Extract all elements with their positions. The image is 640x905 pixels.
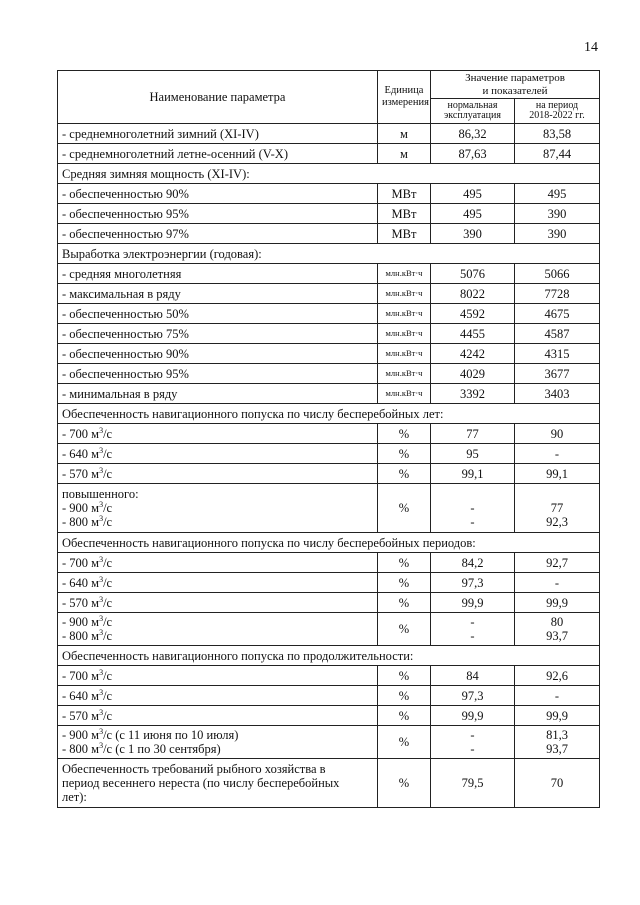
period-value: 5066	[515, 264, 600, 284]
period-value: -	[515, 444, 600, 464]
parameter-name: - средняя многолетняя	[58, 264, 378, 284]
parameter-name: - обеспеченностью 95%	[58, 204, 378, 224]
period-value: 81,3 93,7	[515, 726, 600, 759]
period-value: 90	[515, 424, 600, 444]
normal-value: - -	[431, 613, 515, 646]
section-row	[58, 244, 600, 264]
normal-value: - -	[431, 726, 515, 759]
header-values-group: Значение параметров и показателей	[431, 71, 600, 99]
parameter-name: - обеспеченностью 90%	[58, 184, 378, 204]
normal-value: 77	[431, 424, 515, 444]
parameter-name: - обеспеченностью 90%	[58, 344, 378, 364]
period-value: 99,9	[515, 706, 600, 726]
normal-value: 84	[431, 666, 515, 686]
table-row	[58, 364, 600, 384]
normal-value: 86,32	[431, 124, 515, 144]
normal-value: 95	[431, 444, 515, 464]
unit-cell: %	[378, 613, 431, 646]
parameter-name: - 640 $м^3/с$	[58, 444, 378, 464]
table-row	[58, 706, 600, 726]
parameter-name: - 570 $м^3/с$	[58, 593, 378, 613]
period-value: 99,9	[515, 593, 600, 613]
parameters-table	[57, 70, 600, 808]
parameter-name: - среднемноголетний зимний (XI-IV)	[58, 124, 378, 144]
table-row	[58, 666, 600, 686]
period-value: 80 93,7	[515, 613, 600, 646]
period-value: 3403	[515, 384, 600, 404]
parameter-name: - среднемноголетний летне-осенний (V-X)	[58, 144, 378, 164]
parameter-name: - 570 $м^3/с$	[58, 464, 378, 484]
section-title: Выработка электроэнергии (годовая):	[58, 244, 600, 264]
table-row	[58, 204, 600, 224]
table-row	[58, 484, 600, 533]
table-row	[58, 144, 600, 164]
table-row	[58, 686, 600, 706]
period-value: -	[515, 686, 600, 706]
unit-cell: м	[378, 144, 431, 164]
table-row	[58, 464, 600, 484]
section-row	[58, 646, 600, 666]
period-value: 3677	[515, 364, 600, 384]
parameter-name: - обеспеченностью 95%	[58, 364, 378, 384]
unit-cell: %	[378, 666, 431, 686]
parameter-name: - обеспеченностью 97%	[58, 224, 378, 244]
section-title: Обеспеченность навигационного попуска по продолжительности:	[58, 646, 600, 666]
parameter-name: - 900 $м^3/с$ - 800 $м^3/с$	[58, 613, 378, 646]
parameter-name: - 700 $м^3/с$	[58, 553, 378, 573]
period-value: 70	[515, 759, 600, 808]
table-row	[58, 324, 600, 344]
normal-value: 495	[431, 204, 515, 224]
normal-value: - -	[431, 484, 515, 533]
table-body	[58, 124, 600, 808]
normal-value: 495	[431, 184, 515, 204]
table-row	[58, 726, 600, 759]
page-number: 14	[584, 40, 598, 55]
unit-cell: %	[378, 593, 431, 613]
header-period-2018-2022: на период 2018-2022 гг.	[515, 99, 600, 124]
table-row	[58, 344, 600, 364]
table-row	[58, 184, 600, 204]
period-value: 4587	[515, 324, 600, 344]
unit-cell: %	[378, 444, 431, 464]
normal-value: 99,9	[431, 593, 515, 613]
parameter-name: - 640 $м^3/с$	[58, 686, 378, 706]
period-value: 92,6	[515, 666, 600, 686]
table-row	[58, 593, 600, 613]
table-row	[58, 124, 600, 144]
table-row	[58, 444, 600, 464]
normal-value: 4029	[431, 364, 515, 384]
unit-cell: %	[378, 464, 431, 484]
unit-cell: млн.кВт·ч	[378, 284, 431, 304]
table-row	[58, 284, 600, 304]
period-value: 83,58	[515, 124, 600, 144]
unit-cell: МВт	[378, 184, 431, 204]
normal-value: 4455	[431, 324, 515, 344]
period-value: 92,7	[515, 553, 600, 573]
normal-value: 97,3	[431, 686, 515, 706]
table-row	[58, 384, 600, 404]
normal-value: 79,5	[431, 759, 515, 808]
section-title: Средняя зимняя мощность (XI-IV):	[58, 164, 600, 184]
unit-cell: %	[378, 726, 431, 759]
unit-cell: МВт	[378, 224, 431, 244]
normal-value: 390	[431, 224, 515, 244]
normal-value: 84,2	[431, 553, 515, 573]
unit-cell: млн.кВт·ч	[378, 384, 431, 404]
normal-value: 99,9	[431, 706, 515, 726]
normal-value: 99,1	[431, 464, 515, 484]
unit-cell: млн.кВт·ч	[378, 344, 431, 364]
period-value: 99,1	[515, 464, 600, 484]
period-value: 390	[515, 224, 600, 244]
header-normal-operation: нормальная эксплуатация	[431, 99, 515, 124]
unit-cell: %	[378, 573, 431, 593]
parameter-name: - обеспеченностью 50%	[58, 304, 378, 324]
section-title: Обеспеченность навигационного попуска по числу бесперебойных периодов:	[58, 533, 600, 553]
parameter-name: - 700 $м^3/с$	[58, 424, 378, 444]
section-row	[58, 404, 600, 424]
period-value: 77 92,3	[515, 484, 600, 533]
parameter-name: - 570 $м^3/с$	[58, 706, 378, 726]
unit-cell: %	[378, 484, 431, 533]
normal-value: 4592	[431, 304, 515, 324]
unit-cell: млн.кВт·ч	[378, 364, 431, 384]
table-row	[58, 424, 600, 444]
period-value: 7728	[515, 284, 600, 304]
parameter-name: - 900 $м^3/с$ (с 11 июня по 10 июля) - 800 $м^3/с$ (с 1 по 30 сентября)	[58, 726, 378, 759]
unit-cell: %	[378, 424, 431, 444]
parameter-name: повышенного: - 900 $м^3/с$ - 800 $м^3/с$	[58, 484, 378, 533]
parameter-name: - минимальная в ряду	[58, 384, 378, 404]
unit-cell: млн.кВт·ч	[378, 304, 431, 324]
period-value: 4675	[515, 304, 600, 324]
table-row	[58, 759, 600, 808]
unit-cell: %	[378, 759, 431, 808]
table-row	[58, 573, 600, 593]
period-value: -	[515, 573, 600, 593]
normal-value: 3392	[431, 384, 515, 404]
normal-value: 8022	[431, 284, 515, 304]
section-title: Обеспеченность навигационного попуска по числу бесперебойных лет:	[58, 404, 600, 424]
section-row	[58, 164, 600, 184]
header-parameter-name: Наименование параметра	[58, 71, 378, 124]
normal-value: 5076	[431, 264, 515, 284]
table-row	[58, 264, 600, 284]
table-row	[58, 613, 600, 646]
normal-value: 4242	[431, 344, 515, 364]
period-value: 495	[515, 184, 600, 204]
unit-cell: млн.кВт·ч	[378, 264, 431, 284]
table-row	[58, 224, 600, 244]
period-value: 4315	[515, 344, 600, 364]
parameter-name: - максимальная в ряду	[58, 284, 378, 304]
section-row	[58, 533, 600, 553]
normal-value: 87,63	[431, 144, 515, 164]
unit-cell: %	[378, 686, 431, 706]
parameter-name: - 640 $м^3/с$	[58, 573, 378, 593]
table-row	[58, 304, 600, 324]
unit-cell: млн.кВт·ч	[378, 324, 431, 344]
table-row	[58, 553, 600, 573]
unit-cell: %	[378, 553, 431, 573]
parameter-name: - 700 $м^3/с$	[58, 666, 378, 686]
header-unit: Единица измерения	[378, 71, 431, 124]
period-value: 87,44	[515, 144, 600, 164]
parameter-name: Обеспеченность требований рыбного хозяйства в период весеннего нереста (по числу бесперебойных лет):	[58, 759, 378, 808]
parameter-name: - обеспеченностью 75%	[58, 324, 378, 344]
unit-cell: м	[378, 124, 431, 144]
unit-cell: МВт	[378, 204, 431, 224]
period-value: 390	[515, 204, 600, 224]
unit-cell: %	[378, 706, 431, 726]
normal-value: 97,3	[431, 573, 515, 593]
